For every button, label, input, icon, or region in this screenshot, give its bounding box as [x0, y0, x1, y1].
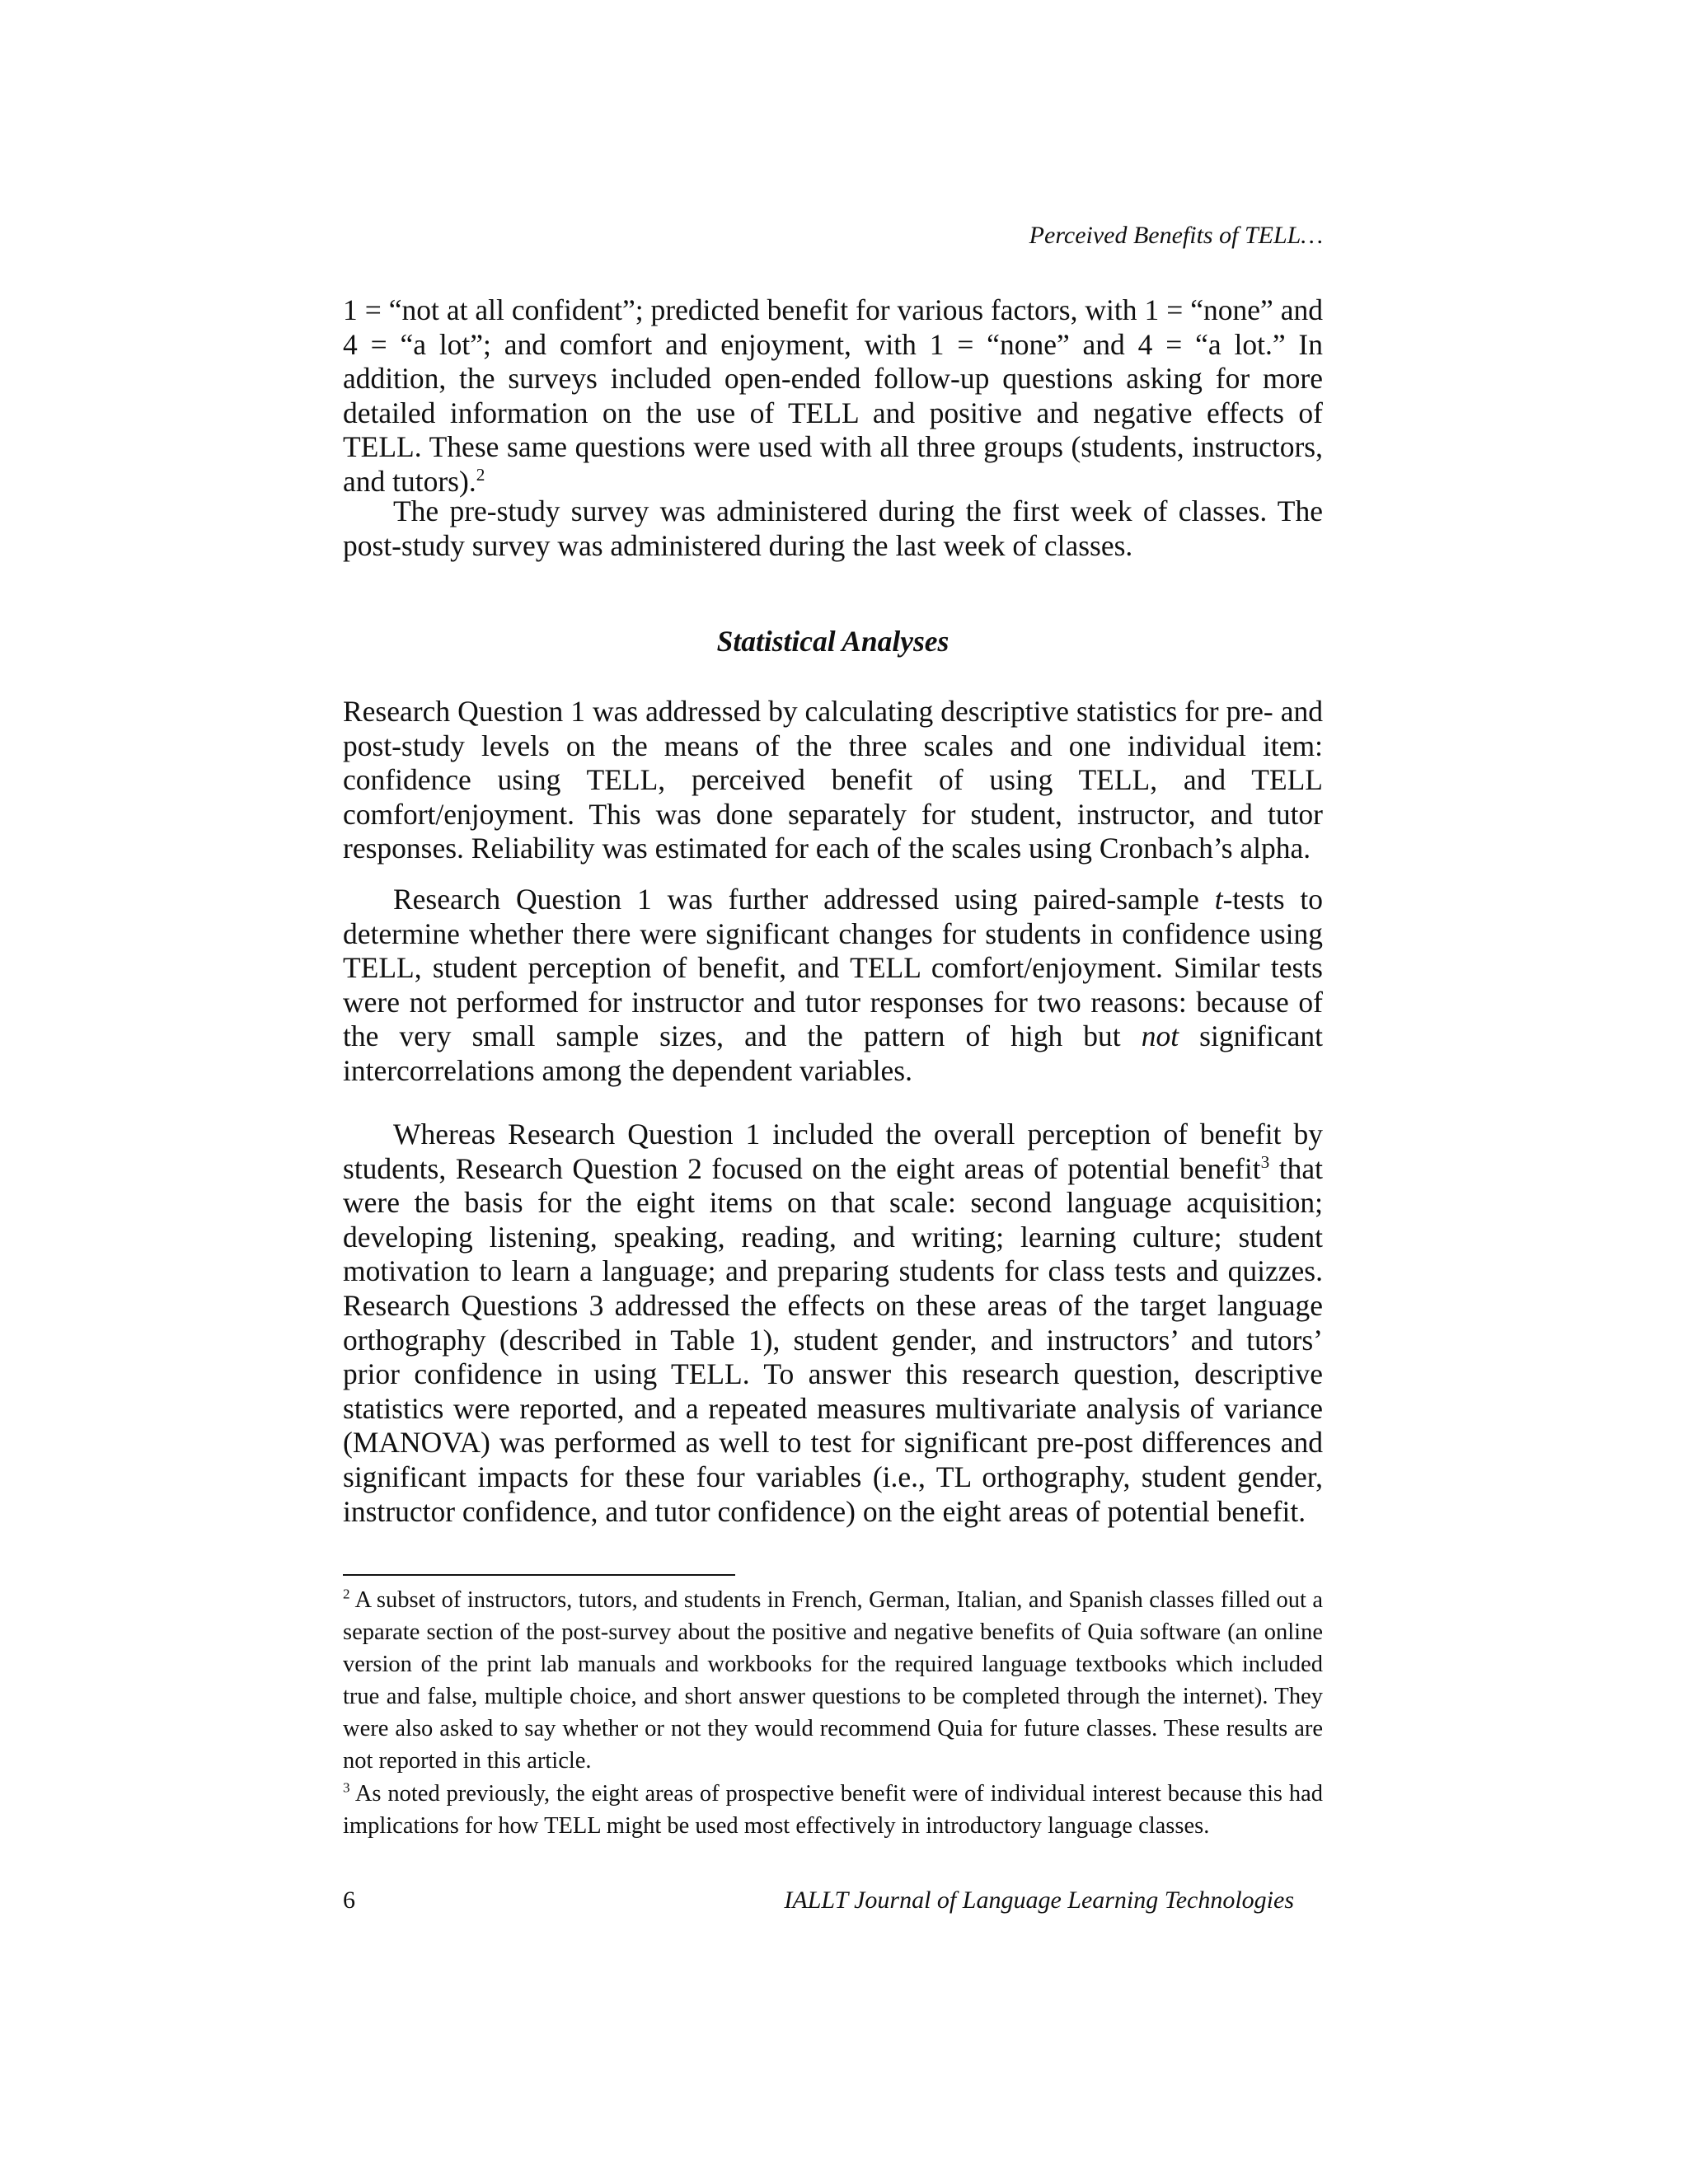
paragraph-text-c: significant intercorrelations among the dependent variables. [343, 1019, 1323, 1087]
journal-title-footer: IALLT Journal of Language Learning Technologies [784, 1886, 1294, 1914]
footnote-marker: 2 [343, 1586, 350, 1602]
paragraph-text: Research Question 1 was addressed by calculating descriptive statistics for pre- and post-study levels on the means of the three scales and one individual item: confidence using TELL, perceived benefit of using TELL, and TELL comfort/enjoyment. This was done separately for student, instructor, and tutor responses. Reliability was estimated for each of the scales using Cronbach’s alpha. [343, 695, 1323, 865]
footnote-divider [343, 1574, 735, 1576]
footnote-text: A subset of instructors, tutors, and students in French, German, Italian, and Spanish classes filled out a separate section of the post-survey about the positive and negative benefits of Quia software (an online version of the print lab manuals and workbooks for the required language textbooks which included true and false, multiple choice, and short answer questions to be completed through the internet). They were also asked to say whether or not they would recommend Quia for future classes. These results are not reported in this article. [343, 1587, 1323, 1774]
italic-not: not [1141, 1019, 1179, 1053]
paragraph-survey-timing [343, 494, 1323, 563]
paragraph-text-a: Whereas Research Question 1 included the overall perception of benefit by students, Research Question 2 focused on the eight areas of potential benefit [343, 1118, 1323, 1185]
footnote-3 [343, 1778, 1323, 1842]
paragraph-text-b: -tests to determine whether there were significant changes for students in confidence using TELL, student perception of benefit, and TELL comfort/enjoyment. Similar tests were not performed for instructor and tutor responses for two reasons: because of the very small sample sizes, and the pattern of high but [343, 883, 1323, 1053]
footnote-2 [343, 1584, 1323, 1777]
paragraph-rq1-ttests [343, 883, 1323, 1089]
paragraph-survey-scales [343, 293, 1323, 499]
footnote-ref-2[interactable]: 2 [476, 465, 485, 485]
footnote-text: As noted previously, the eight areas of prospective benefit were of individual interest because this had implications for how TELL might be used most effectively in introductory language classes. [343, 1781, 1323, 1839]
paragraph-text-a: Research Question 1 was further addressed using paired-sample [393, 883, 1215, 916]
italic-t: t [1214, 883, 1223, 916]
page-number: 6 [343, 1886, 355, 1914]
section-heading-statistical-analyses: Statistical Analyses [716, 625, 950, 658]
paragraph-text-b: that were the basis for the eight items on that scale: second language acquisition; developing listening, speaking, reading, and writing; learning culture; student motivation to learn a language; and preparing students for class tests and quizzes. Research Questions 3 addressed the effects on these areas of the target language orthography (described in Table 1), student gender, and instructors’ and tutors’ prior confidence in using TELL. To answer this research question, descriptive statistics were reported, and a repeated measures multivariate analysis of variance (MANOVA) was performed as well to test for significant pre-post differences and significant impacts for these four variables (i.e., TL orthography, student gender, instructor confidence, and tutor confidence) on the eight areas of potential benefit. [343, 1151, 1323, 1528]
footnote-ref-3[interactable]: 3 [1260, 1151, 1270, 1172]
paragraph-rq1-descriptives [343, 695, 1323, 866]
paragraph-rq2-rq3 [343, 1118, 1323, 1529]
footnote-marker: 3 [343, 1779, 350, 1796]
running-header: Perceived Benefits of TELL… [1029, 222, 1323, 249]
paragraph-text: The pre-study survey was administered during the first week of classes. The post-study survey was administered during the last week of classes. [343, 494, 1323, 562]
paragraph-text: 1 = “not at all confident”; predicted benefit for various factors, with 1 = “none” and 4 = “a lot”; and comfort and enjoyment, with 1 = “none” and 4 = “a lot.” In addition, the surveys included open-ended follow-up questions asking for more detailed information on the use of TELL and positive and negative effects of TELL. These same questions were used with all three groups (students, instructors, and tutors). [343, 293, 1323, 498]
